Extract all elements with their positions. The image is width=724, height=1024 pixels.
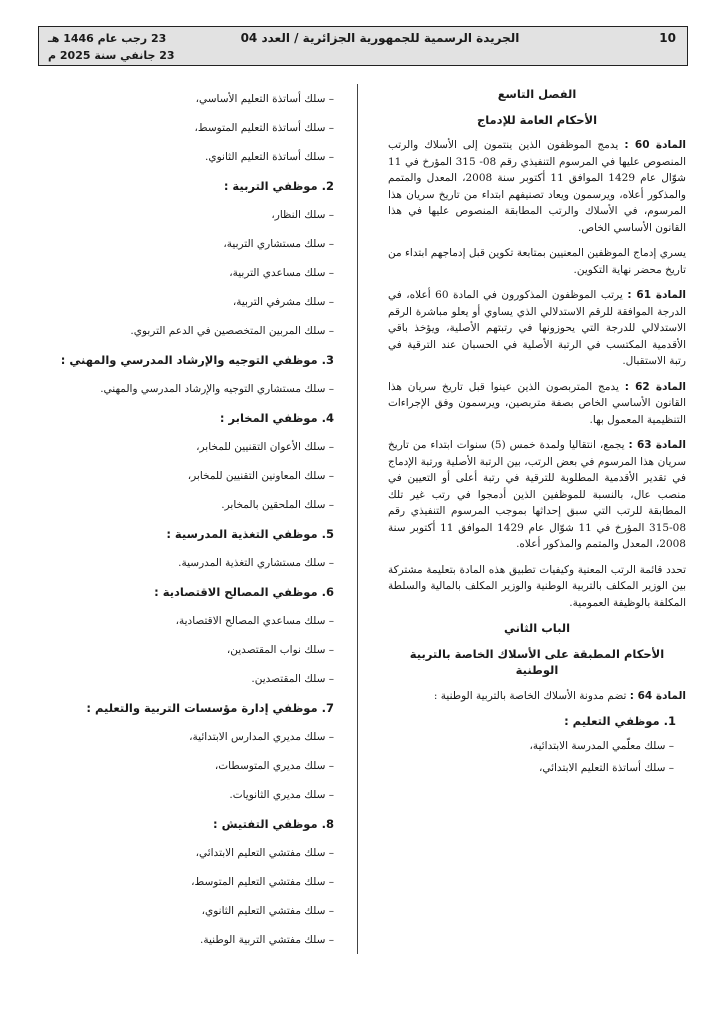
list-item: – سلك مفتشي التربية الوطنية. <box>200 934 334 946</box>
article-63-paragraph-2: تحدد قائمة الرتب المعنية وكيفيات تطبيق هذه المادة بتعليمة مشتركة بين الوزير المكلف بالتربية الوطنية والوزير المكلف بالمالية والسلطة المكلفة بالوظيفة العمومية. <box>388 563 686 609</box>
list-item: – سلك المقتصدين. <box>251 673 334 685</box>
group-heading: 6. موظفي المصالح الاقتصادية : <box>154 585 334 599</box>
article-64 <box>388 688 686 705</box>
right-column <box>388 86 686 783</box>
list-item: – سلك مديري الثانويات. <box>229 789 334 801</box>
article-60 <box>388 137 686 236</box>
list-item: – سلك مساعدي المصالح الاقتصادية، <box>175 615 334 627</box>
group-heading: 5. موظفي التغذية المدرسية : <box>166 527 334 541</box>
article-61 <box>388 287 686 370</box>
header-date-hijri: 23 رجب عام 1446 هـ <box>48 32 167 45</box>
list-item: – سلك مديري المدارس الابتدائية، <box>189 731 334 743</box>
article-63-text: يجمع، انتقاليا ولمدة خمس (5) سنوات ابتداء من تاريخ سريان هذا المرسوم في بعض الرتب، بين الرتبة الأصلية ورتبة الإدماج في تقدير الأقدمية المطلوبة للترقية في رتبة أعلى أو التعيين في منصب عال، بالنسبة للموظفين الذين أدمجوا في رتب غير تلك المطابقة للرتب التي سبق إحداثها بموجب المرسوم التنفيذي رقم 08-315 المؤرخ في 11 شوّال عام 1429 الموافق 11 أكتوبر سنة 2008، المعدل والمتمم والمذكور أعلاه. <box>388 439 687 550</box>
article-61-text: يرتب الموظفون المذكورون في المادة 60 أعلاه، في الدرجة الموافقة للرقم الاستدلالي الذي يساوي أو يعلو مباشرة الرقم الاستدلالي للدرجة التي يحوزونها في رتبتهم الأصلية، ويؤخذ باقي الأقدمية المكتسب في الرتبة الأصلية في الحسبان عند الترقية في رتبة الاستقبال. <box>388 289 686 367</box>
article-60-label: المادة 60 : <box>624 139 686 151</box>
list-item: – سلك مستشاري التربية، <box>223 238 334 250</box>
article-63 <box>388 437 686 553</box>
chapter-subtitle: الأحكام العامة للإدماج <box>476 112 598 127</box>
group-heading: 3. موظفي التوجيه والإرشاد المدرسي والمهني : <box>60 353 334 367</box>
group-heading: 7. موظفي إدارة مؤسسات التربية والتعليم : <box>86 701 334 715</box>
group-heading: 8. موظفي التفتيش : <box>213 817 334 831</box>
group-heading: 2. موظفي التربية : <box>223 179 334 193</box>
part-subtitle: الأحكام المطبقة على الأسلاك الخاصة بالتربية الوطنية <box>409 646 665 677</box>
list-item: – سلك مفتشي التعليم الابتدائي، <box>195 847 334 859</box>
header-title: الجريدة الرسمية للجمهورية الجزائرية / العدد 04 <box>240 31 520 45</box>
part-title: الباب الثاني <box>503 621 571 635</box>
list-item: – سلك مشرفي التربية، <box>232 296 334 308</box>
list-item: – سلك مستشاري التغذية المدرسية. <box>178 557 334 569</box>
column-divider <box>357 84 358 954</box>
list-item: – سلك مديري المتوسطات، <box>214 760 334 772</box>
article-62-text: يدمج المتربصون الذين عينوا قبل تاريخ سريان هذا القانون الأساسي الخاص بصفة متربصين، ويرسمون وفق الإجراءات التنظيمية المعمول بها. <box>388 380 686 426</box>
article-63-label: المادة 63 : <box>628 439 686 451</box>
header-dates <box>48 30 178 64</box>
article-61-label: المادة 61 : <box>627 289 686 301</box>
header-date-gregorian: 23 جانفي سنة 2025 م <box>48 49 175 62</box>
page-number: 10 <box>659 31 676 45</box>
list-item: – سلك أساتذة التعليم الابتدائي، <box>538 762 674 774</box>
list-item: – سلك مفتشي التعليم الثانوي، <box>201 905 334 917</box>
chapter-title: الفصل التاسع <box>497 87 577 101</box>
list-item: – سلك معلّمي المدرسة الابتدائية، <box>529 739 674 752</box>
list-item: – سلك مستشاري التوجيه والإرشاد المدرسي والمهني. <box>100 383 334 395</box>
list-item: – سلك المربين المتخصصين في الدعم التربوي. <box>130 325 334 337</box>
article-60-text: يدمج الموظفون الذين ينتمون إلى الأسلاك والرتب المنصوص عليها في المرسوم التنفيذي رقم 08- 315 المؤرخ في 11 شوّال عام 1429 الموافق 11 أكتوبر سنة 2008، المعدل والمتمم والمذكور أعلاه، ويرسمون ويعاد تصنيفهم ابتداء من تاريخ سريان هذا المرسوم، في الأسلاك والرتب المطابقة المنصوص عليها في هذا القانون الأساسي الخاص. <box>388 139 686 234</box>
list-item: – سلك المعاونين التقنيين للمخابر، <box>187 470 334 482</box>
list-item: – سلك مفتشي التعليم المتوسط، <box>191 876 334 888</box>
article-64-text: تضم مدونة الأسلاك الخاصة بالتربية الوطنية : <box>433 689 627 702</box>
group-heading: 4. موظفي المخابر : <box>219 411 334 425</box>
list-item: – سلك نواب المقتصدين، <box>226 644 334 656</box>
left-column <box>38 86 338 956</box>
list-item: – سلك الملحقين بالمخابر. <box>221 499 334 511</box>
article-60-paragraph-2: يسري إدماج الموظفين المعنيين بمتابعة تكوين قبل إدماجهم ابتداء من تاريخ محضر نهاية التكوين. <box>388 247 686 276</box>
list-item: – سلك النظار، <box>271 209 334 221</box>
list-item: – سلك أساتذة التعليم الأساسي، <box>195 93 334 105</box>
article-62 <box>388 379 686 429</box>
article-62-label: المادة 62 : <box>624 380 686 393</box>
list-item: – سلك الأعوان التقنيين للمخابر، <box>196 441 334 453</box>
list-item: – سلك أساتذة التعليم الثانوي. <box>205 151 334 163</box>
list-item: – سلك مساعدي التربية، <box>229 267 334 279</box>
group-1-heading: 1. موظفي التعليم : <box>564 714 676 728</box>
article-64-label: المادة 64 : <box>629 689 686 702</box>
list-item: – سلك أساتذة التعليم المتوسط، <box>194 122 334 134</box>
